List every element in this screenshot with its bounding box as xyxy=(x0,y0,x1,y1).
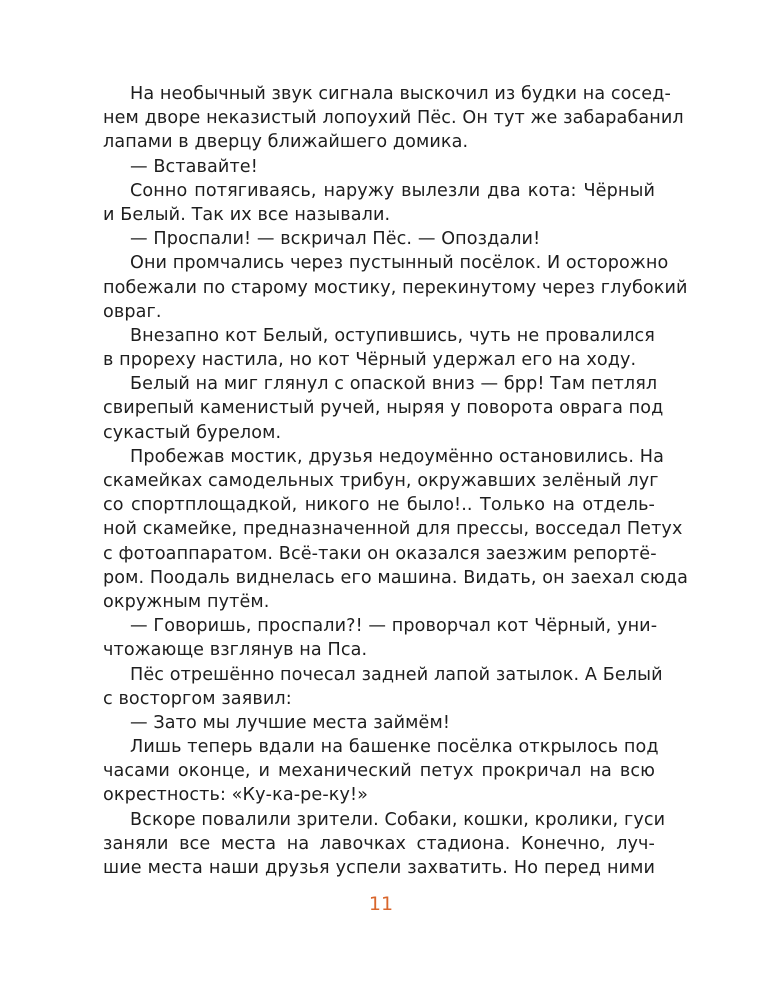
text-line: побежали по старому мостику, перекинутому через глубокий xyxy=(103,277,688,298)
text-line: Белый на миг глянул с опаской вниз — брр! Там петлял xyxy=(130,374,658,395)
text-line: сукастый бурелом. xyxy=(103,422,282,443)
text-line: заняли все места на лавочках стадиона. Конечно, луч- xyxy=(103,833,655,854)
text-line: Пёс отрешённо почесал задней лапой затылок. А Белый xyxy=(130,664,663,685)
text-line: со спортплощадкой, никого не было!.. Только на отдель- xyxy=(103,495,655,516)
text-line: окрестность: «Ку-ка-ре-ку!» xyxy=(103,785,369,806)
text-line: — Проспали! — вскричал Пёс. — Опоздали! xyxy=(130,229,541,250)
text-line: Они промчались через пустынный посёлок. И осторожно xyxy=(130,253,669,274)
text-line: овраг. xyxy=(103,301,162,322)
text-line: Пробежав мостик, друзья недоумённо остановились. На xyxy=(130,446,664,467)
text-line: Лишь теперь вдали на башенке посёлка открылось под xyxy=(130,737,659,758)
text-line: и Белый. Так их все называли. xyxy=(103,204,391,225)
page-number: 11 xyxy=(368,893,394,915)
text-line: лапами в дверцу ближайшего домика. xyxy=(103,132,469,153)
page-body-text xyxy=(103,82,688,880)
text-line: — Говоришь, проспали?! — проворчал кот Чёрный, уни- xyxy=(130,616,658,637)
text-line: свирепый каменистый ручей, ныряя у поворота оврага под xyxy=(103,398,664,419)
text-line: окружным путём. xyxy=(103,591,270,612)
text-line: часами оконце, и механический петух прокричал на всю xyxy=(103,761,655,782)
text-line: — Зато мы лучшие места займём! xyxy=(130,712,450,733)
text-line: — Вставайте! xyxy=(130,156,258,177)
text-line: нем дворе неказистый лопоухий Пёс. Он тут же забарабанил xyxy=(103,108,684,129)
text-line: Внезапно кот Белый, оступившись, чуть не провалился xyxy=(130,325,655,346)
text-line: ром. Поодаль виднелась его машина. Видать, он заехал сюда xyxy=(103,567,688,588)
text-line: в прореху настила, но кот Чёрный удержал его на ходу. xyxy=(103,350,637,371)
text-line: чтожающе взглянув на Пса. xyxy=(103,640,368,661)
text-line: Сонно потягиваясь, наружу вылезли два кота: Чёрный xyxy=(130,180,655,201)
text-line: На необычный звук сигнала выскочил из будки на сосед- xyxy=(130,84,671,104)
text-line: с восторгом заявил: xyxy=(103,688,292,709)
text-line: скамейках самодельных трибун, окружавших зелёный луг xyxy=(103,471,659,491)
text-line: с фотоаппаратом. Всё-таки он оказался заезжим репортё- xyxy=(103,543,657,564)
text-line: шие места наши друзья успели захватить. Но перед ними xyxy=(103,858,655,878)
text-line: Вскоре повалили зрители. Собаки, кошки, кролики, гуси xyxy=(130,809,666,830)
text-line: ной скамейке, предназначенной для прессы, восседал Петух xyxy=(103,519,683,540)
